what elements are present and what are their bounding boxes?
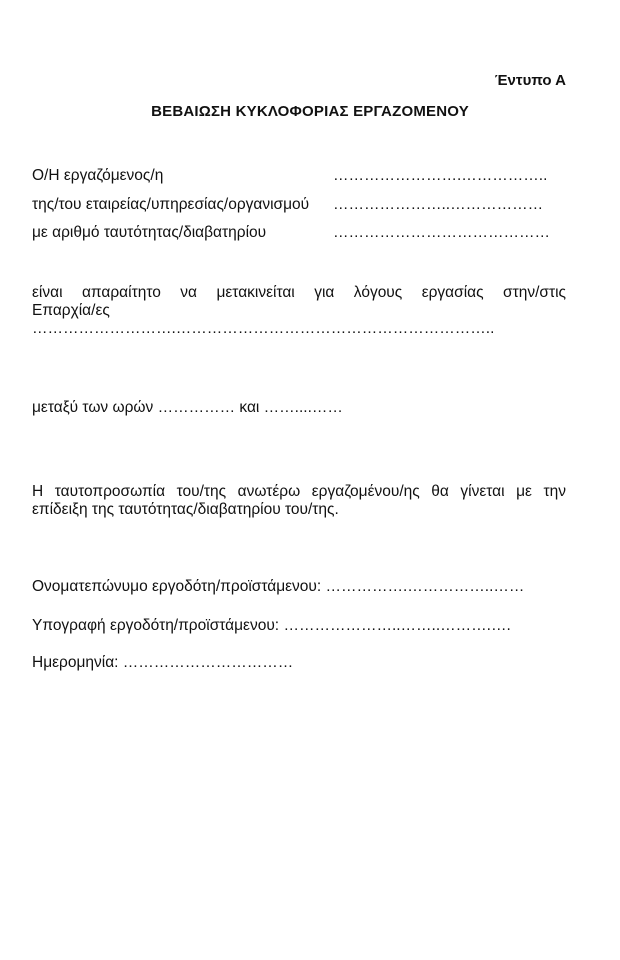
hours-to-dots: ……....…… xyxy=(263,399,343,416)
company-label: της/του εταιρείας/υπηρεσίας/οργανισμού xyxy=(32,196,310,213)
identification-line-1: Η ταυτοπροσωπία του/της ανωτέρω εργαζομένου/ης θα γίνεται με την xyxy=(32,483,566,500)
date-label: Ημερομηνία: xyxy=(32,654,119,671)
employer-signature-line xyxy=(32,617,511,635)
date-dots: …………………………… xyxy=(122,654,294,671)
movement-line-1: είναι απαραίτητο να μετακινείται για λόγους εργασίας στην/στις xyxy=(32,284,566,301)
company-dots: …………………..……………… xyxy=(333,196,544,213)
employer-name-dots: …………….……………..…… xyxy=(325,578,525,595)
document-title: ΒΕΒΑΙΩΣΗ ΚΥΚΛΟΦΟΡΙΑΣ ΕΡΓΑΖΟΜΕΝΟΥ xyxy=(151,103,469,120)
employer-name-line xyxy=(32,578,524,596)
id-number-label: με αριθμό ταυτότητας/διαβατηρίου xyxy=(32,224,267,241)
id-number-dots: …………………………………… xyxy=(333,224,550,241)
employer-signature-label: Υπογραφή εργοδότη/προϊστάμενου: xyxy=(32,617,280,634)
hours-prefix: μεταξύ των ωρών xyxy=(32,399,154,416)
identification-line-2: επίδειξη της ταυτότητας/διαβατηρίου του/της. xyxy=(32,501,339,518)
employee-label: Ο/Η εργαζόμενος/η xyxy=(32,167,164,184)
hours-line xyxy=(32,399,343,417)
movement-dots: ……………………….…………………………………………………….. xyxy=(32,320,495,337)
employer-signature-dots: …………………..……..……….…. xyxy=(283,617,511,634)
employee-dots: …………………….…………….. xyxy=(333,167,548,184)
hours-connector: και xyxy=(239,399,260,416)
form-label: Έντυπο Α xyxy=(494,72,566,89)
employer-name-label: Ονοματεπώνυμο εργοδότη/προϊστάμενου: xyxy=(32,578,322,595)
movement-line-2: Επαρχία/ες xyxy=(32,302,110,319)
hours-from-dots: …………… xyxy=(157,399,236,416)
date-line xyxy=(32,654,293,672)
